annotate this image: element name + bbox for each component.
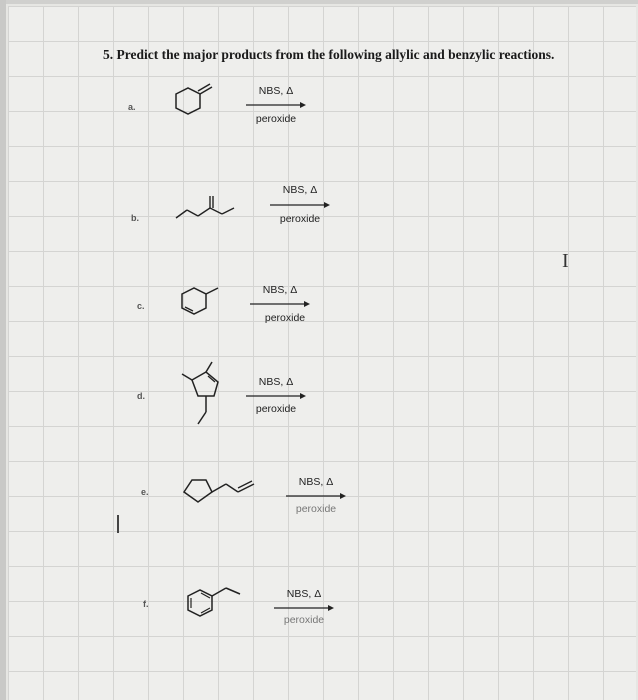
reaction-d-label: d. [137, 391, 145, 401]
reaction-c-arrow [250, 300, 310, 308]
reaction-c-label: c. [137, 301, 145, 311]
alkene-molecule [172, 190, 247, 225]
reaction-f-label: f. [143, 599, 149, 609]
question-text: 5. Predict the major products from the following allylic and benzylic reactions. [103, 47, 555, 62]
reaction-e-conditions: peroxide [295, 503, 337, 515]
cyclopentyl-propene-molecule [178, 472, 268, 512]
pen-mark [117, 515, 119, 533]
reaction-a-label: a. [128, 102, 136, 112]
reaction-b-label: b. [131, 213, 139, 223]
reaction-f-arrow [274, 604, 334, 612]
methylenecyclohexane-molecule [168, 80, 228, 130]
reaction-b-conditions: peroxide [279, 213, 321, 225]
substituted-cyclopentene-molecule [178, 362, 238, 432]
text-cursor-icon: I [562, 250, 569, 272]
reaction-b-reagent: NBS, Δ [282, 184, 318, 196]
reaction-b-arrow [270, 201, 330, 209]
reaction-d-reagent: NBS, Δ [258, 376, 294, 388]
reaction-e-arrow [286, 492, 346, 500]
reaction-f-reagent: NBS, Δ [286, 588, 322, 600]
methylcyclohexene-molecule [174, 282, 234, 332]
reaction-c-conditions: peroxide [264, 312, 306, 324]
reaction-d-arrow [246, 392, 306, 400]
reaction-a-conditions: peroxide [255, 113, 297, 125]
reaction-e-label: e. [141, 487, 149, 497]
reaction-c-reagent: NBS, Δ [262, 284, 298, 296]
reaction-f-conditions: peroxide [283, 614, 325, 626]
reaction-e-reagent: NBS, Δ [298, 476, 334, 488]
reaction-a-arrow [246, 101, 306, 109]
ethylbenzene-molecule [182, 582, 252, 632]
photo-edge-left [0, 0, 6, 700]
reaction-d-conditions: peroxide [255, 403, 297, 415]
reaction-a-reagent: NBS, Δ [258, 85, 294, 97]
photo-edge-top [0, 0, 638, 4]
